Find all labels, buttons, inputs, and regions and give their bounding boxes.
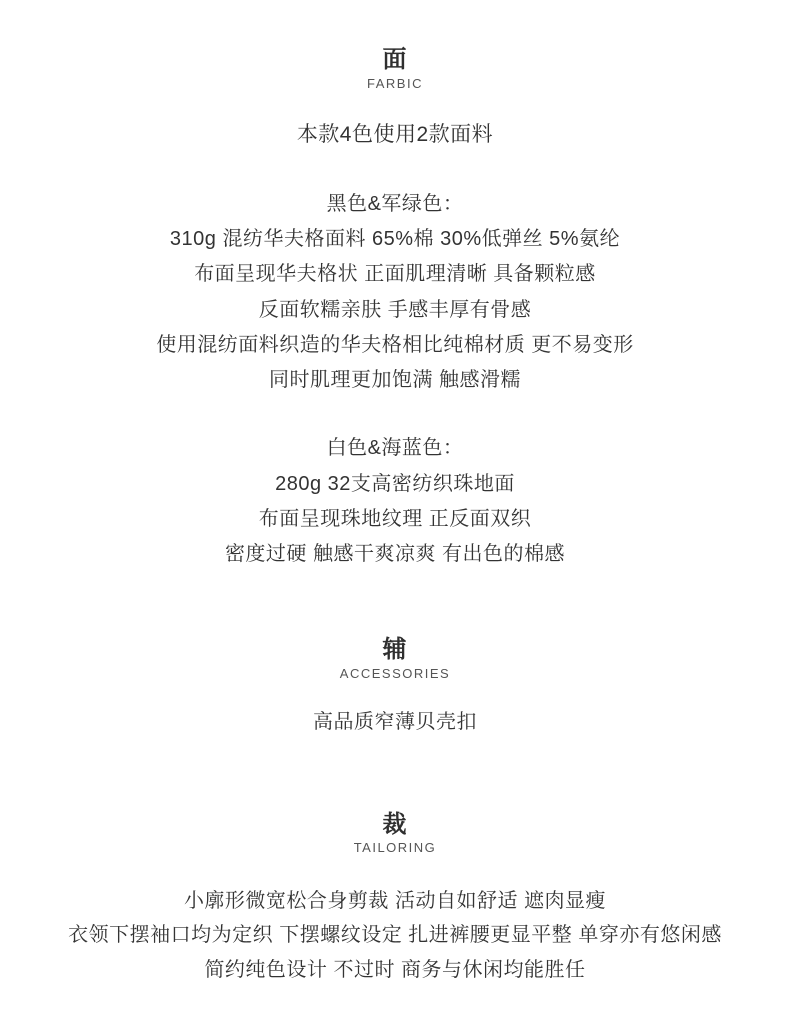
fabric-section-title-cn: 面 bbox=[382, 46, 408, 73]
fabric-white-blue-line: 280g 32支高密纺织珠地面 bbox=[275, 473, 515, 495]
fabric-white-blue-line: 布面呈现珠地纹理 正反面双织 bbox=[258, 508, 532, 530]
fabric-white-blue-line: 密度过硬 触感干爽凉爽 有出色的棉感 bbox=[224, 543, 566, 565]
accessories-section-title-en: ACCESSORIES bbox=[339, 666, 451, 681]
fabric-white-blue-heading: 白色&海蓝色： bbox=[326, 437, 464, 459]
fabric-black-green-line: 同时肌理更加饱满 触感滑糯 bbox=[268, 369, 522, 391]
fabric-black-green-line: 布面呈现华夫格状 正面肌理清晰 具备颗粒感 bbox=[194, 263, 596, 285]
tailoring-line: 简约纯色设计 不过时 商务与休闲均能胜任 bbox=[204, 959, 586, 981]
fabric-intro: 本款4色使用2款面料 bbox=[296, 123, 494, 146]
accessories-line: 高品质窄薄贝壳扣 bbox=[313, 711, 477, 733]
tailoring-section-title-en: TAILORING bbox=[353, 840, 437, 855]
fabric-black-green-line: 使用混纺面料织造的华夫格相比纯棉材质 更不易变形 bbox=[156, 334, 634, 356]
tailoring-line: 小廓形微宽松合身剪裁 活动自如舒适 遮肉显瘦 bbox=[183, 890, 607, 912]
accessories-section-title-cn: 辅 bbox=[382, 636, 408, 663]
tailoring-line: 衣领下摆袖口均为定织 下摆螺纹设定 扎进裤腰更显平整 单穿亦有悠闲感 bbox=[68, 924, 722, 946]
fabric-section-title-en: FARBIC bbox=[367, 76, 423, 91]
fabric-black-green-heading: 黑色&军绿色： bbox=[326, 193, 464, 215]
fabric-black-green-line: 反面软糯亲肤 手感丰厚有骨感 bbox=[258, 299, 532, 321]
tailoring-section-title-cn: 裁 bbox=[382, 811, 408, 838]
fabric-black-green-line: 310g 混纺华夫格面料 65%棉 30%低弹丝 5%氨纶 bbox=[169, 228, 621, 250]
